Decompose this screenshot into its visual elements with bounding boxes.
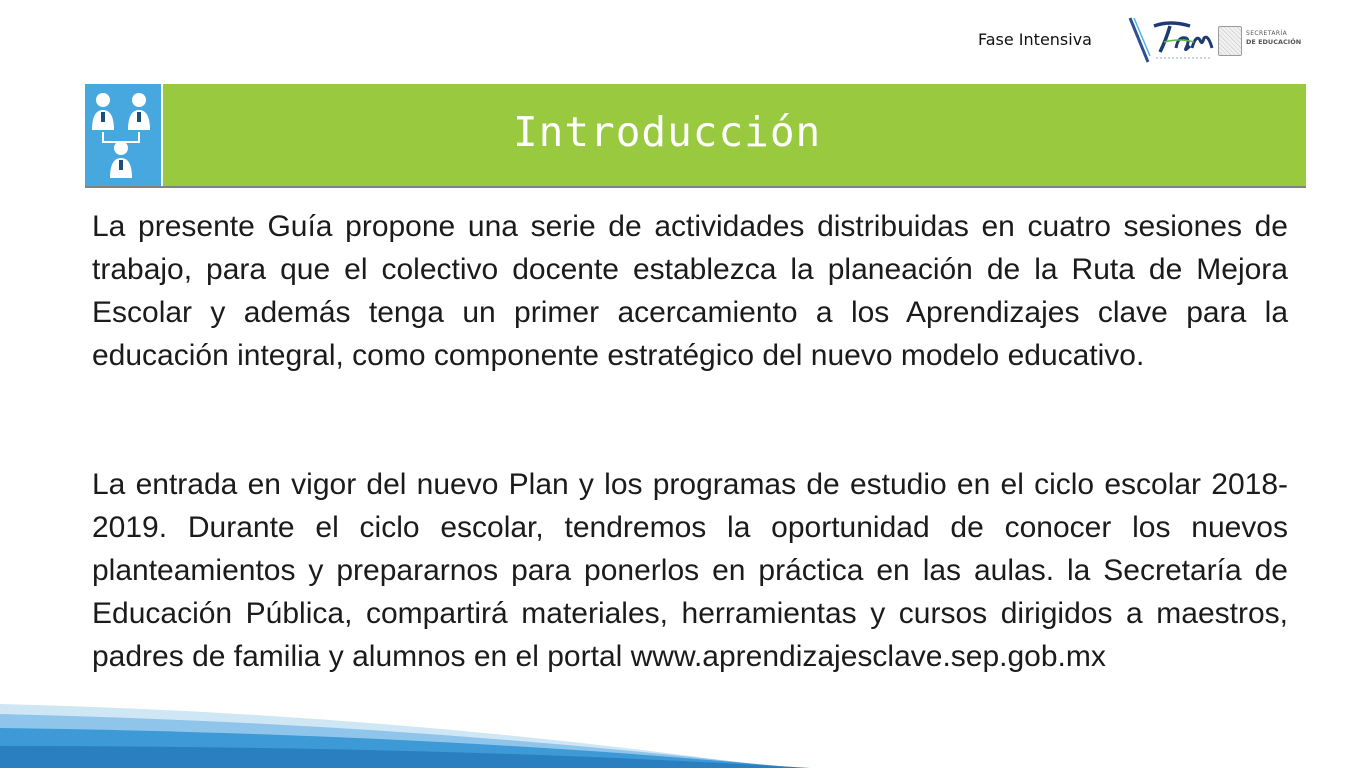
secretaria-logo bbox=[1246, 30, 1310, 46]
phase-label: Fase Intensiva bbox=[978, 30, 1092, 49]
intro-paragraph-2: La entrada en vigor del nuevo Plan y los programas de estudio en el ciclo escolar 2018-2019. Durante el ciclo escolar, tendremos la oportunidad de conocer los nuevos planteamientos y prepararnos para ponerlos en práctica en las aulas. la Secretaría de Educación Pública, compartirá materiales, herramientas y cursos dirigidos a maestros, padres de familia y alumnos en el portal www.aprendizajesclave.sep.gob.mx bbox=[92, 468, 1288, 673]
tam-logo-icon bbox=[1150, 18, 1218, 62]
seal-logo-icon bbox=[1218, 26, 1242, 56]
icon-box bbox=[85, 84, 163, 186]
intro-paragraph-1: La presente Guía propone una serie de actividades distribuidas en cuatro sesiones de trabajo, para que el colectivo docente establezca la planeación de la Ruta de Mejora Escolar y además tenga un primer acercamiento a los Aprendizajes clave para la educación integral, como componente estratégico del nuevo modelo educativo. bbox=[92, 210, 1288, 372]
logo-slash-icon bbox=[1126, 16, 1152, 64]
people-hierarchy-icon bbox=[89, 90, 155, 178]
decorative-swoosh bbox=[0, 680, 1365, 768]
section-banner bbox=[85, 84, 1306, 188]
section-title: Introducción bbox=[513, 108, 822, 156]
secretaria-line1: SECRETARÍA bbox=[1246, 30, 1288, 37]
secretaria-line2: DE EDUCACIÓN bbox=[1246, 38, 1302, 46]
